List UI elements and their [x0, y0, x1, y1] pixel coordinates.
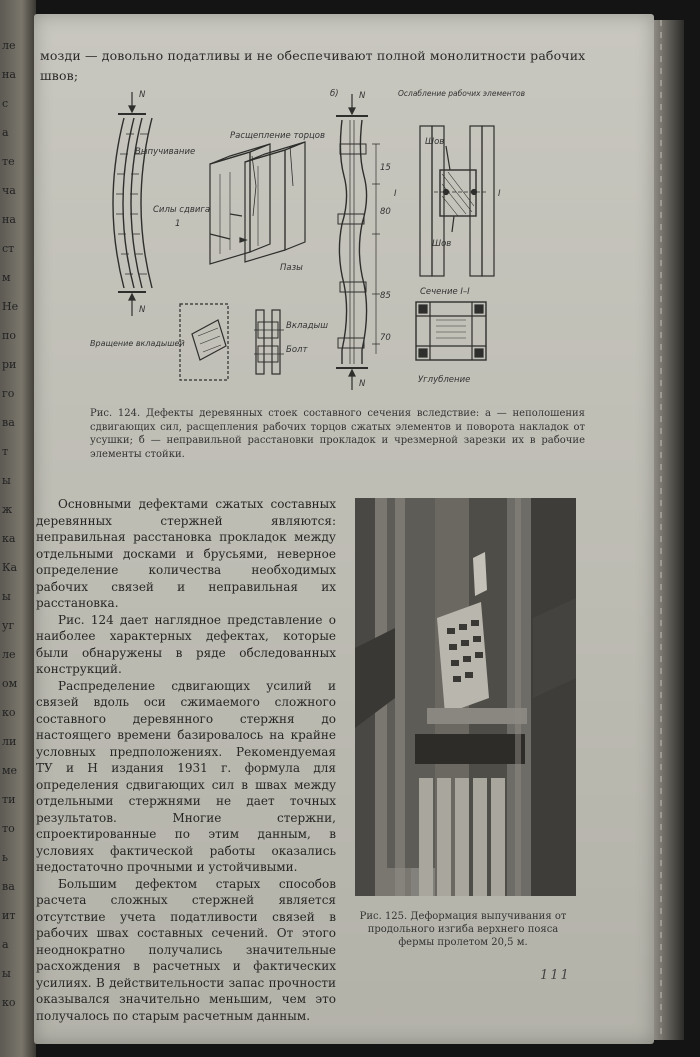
bolt-detail-drawing: [254, 310, 284, 374]
left-page-fragment: ко: [2, 706, 16, 719]
body-paragraph: Распределение сдвигающих усилий и связей вдоль оси сжимаемого сложного составного деревянного стержня до настоящего времени базировалось на крайне условных предположениях. Рекомендуемая ТУ и Н издания 1931 г. формула для определения сдвигающих сил в швах между отдельными стержнями не дает точных результатов. Многие стержни, спроектированные по этим данным, в условиях фактической работы оказались недостаточно прочными и устойчивыми.: [36, 678, 336, 874]
label-n-top-left: N: [139, 90, 146, 100]
label-i-right: I: [498, 189, 501, 199]
label-sechenie: Сечение I–I: [420, 287, 470, 297]
label-ugoblenie: Углубление: [418, 375, 471, 385]
label-vrashchenie: Вращение вкладышей: [90, 339, 185, 348]
left-page-fragment: ва: [2, 416, 15, 429]
body-text-column: [36, 496, 336, 1024]
label-dim1: 15: [380, 163, 391, 173]
page-number: 111: [540, 968, 571, 983]
body-paragraph: Большим дефектом старых способов расчета сложных стержней является отсутствие учета податливости связей в рабочих швах составных сечений. От этого неоднократно получались значительные расхождения в расчетных и фактических усилиях. В действительности запас прочности оказывался значительно меньшим, чем это получалось по старым расчетным данным.: [36, 876, 336, 1023]
left-page-fragment: ом: [2, 677, 18, 690]
left-page-fragment: на: [2, 213, 16, 226]
label-dim4: 70: [380, 333, 391, 343]
left-page-fragment: ы: [2, 474, 11, 487]
left-page-fragment: ри: [2, 358, 17, 371]
label-n-bottom-left: N: [139, 305, 146, 315]
left-page-fragment: м: [2, 271, 11, 284]
body-paragraph: Рис. 124 дает наглядное представление о наиболее характерных дефектах, которые были обнаружены в ряде обследованных конструкций.: [36, 612, 336, 676]
left-page-fragment: ти: [2, 793, 16, 806]
left-page-fragment: т: [2, 445, 9, 458]
left-page-fragment: то: [2, 822, 15, 835]
label-n-top-mid: N: [359, 91, 366, 101]
label-oslablenie: Ослабление рабочих элементов: [398, 89, 526, 98]
left-page-fragment: ко: [2, 996, 16, 1009]
left-page-fragment: ь: [2, 851, 8, 864]
left-page-fragment: ли: [2, 735, 17, 748]
label-i-left: I: [394, 189, 397, 199]
left-page-fragment: ст: [2, 242, 15, 255]
label-dim2: 80: [380, 207, 391, 217]
left-page-fragment: ле: [2, 648, 16, 661]
label-b: б): [330, 89, 339, 99]
left-page-fragment: а: [2, 126, 9, 139]
body-paragraph: Основными дефектами сжатых составных деревянных стержней являются: неправильная расстановка прокладок между отдельными досками и брусьями, неверное определение количества необходимых рабочих связей и неправильная их расстановка.: [36, 497, 336, 610]
label-vypuchivanie: Выпучивание: [135, 147, 196, 157]
page-stack-edge: [654, 20, 684, 1040]
left-page-fragment: те: [2, 155, 15, 168]
left-page-fragment: го: [2, 387, 15, 400]
left-page-fragment: ж: [2, 503, 13, 516]
left-page-fragment: Ка: [2, 561, 18, 574]
left-page-fragment: ы: [2, 967, 11, 980]
split-end-drawing: [210, 142, 305, 264]
left-page-fragment: ме: [2, 764, 18, 777]
left-page-fragment: ы: [2, 590, 11, 603]
label-vkladysh: Вкладыш: [286, 321, 328, 331]
left-page-fragment: ка: [2, 532, 16, 545]
left-page-fragment: а: [2, 938, 9, 951]
label-shov-top: Шов: [425, 137, 445, 147]
joint-detail-drawing: [420, 126, 494, 276]
left-page-fragment: ит: [2, 909, 16, 922]
label-rasshcheplenie: Расщепление торцов: [230, 131, 326, 141]
label-dim3: 85: [380, 291, 391, 301]
label-pazy: Пазы: [280, 263, 303, 273]
label-bolt: Болт: [286, 345, 308, 355]
left-page-fragment: Не: [2, 300, 19, 313]
left-page-fragment: ча: [2, 184, 16, 197]
label-one: 1: [175, 219, 181, 229]
left-page-fragment: уг: [2, 619, 15, 632]
label-n-bottom-mid: N: [359, 379, 366, 389]
left-page-fragment: по: [2, 329, 16, 342]
figure-124: [80, 84, 580, 414]
section-drawing: [416, 302, 486, 360]
left-page-fragment: ва: [2, 880, 15, 893]
photo-figure-125: [355, 498, 576, 896]
top-text: мозди — довольно податливы и не обеспечивают полной монолитности рабочих швов;: [40, 48, 586, 83]
left-page-fragment: ле: [2, 39, 16, 52]
liner-rotation-drawing: [180, 304, 228, 380]
label-sily-sdviga: Силы сдвига: [153, 205, 211, 215]
left-page-fragment: с: [2, 97, 9, 110]
caption-figure-125: Рис. 125. Деформация выпучивания от продольного изгиба верхнего пояса фермы пролетом 20,5 м.: [359, 911, 567, 948]
label-shov-bottom: Шов: [432, 239, 452, 249]
gap-column-drawing: [336, 94, 380, 390]
left-page-fragment: на: [2, 68, 16, 81]
left-page-edge: [0, 0, 36, 1057]
buckled-column-drawing: [113, 92, 152, 316]
caption-figure-124: Рис. 124. Дефекты деревянных стоек составного сечения вследствие: а — неполошения сдвигающих сил, расщепления рабочих торцов сжатых элементов и поворота накладок от усушки; б — неправильной расстановки прокладок и чрезмерной зарезки их в рабочие элементы стойки.: [90, 408, 585, 460]
